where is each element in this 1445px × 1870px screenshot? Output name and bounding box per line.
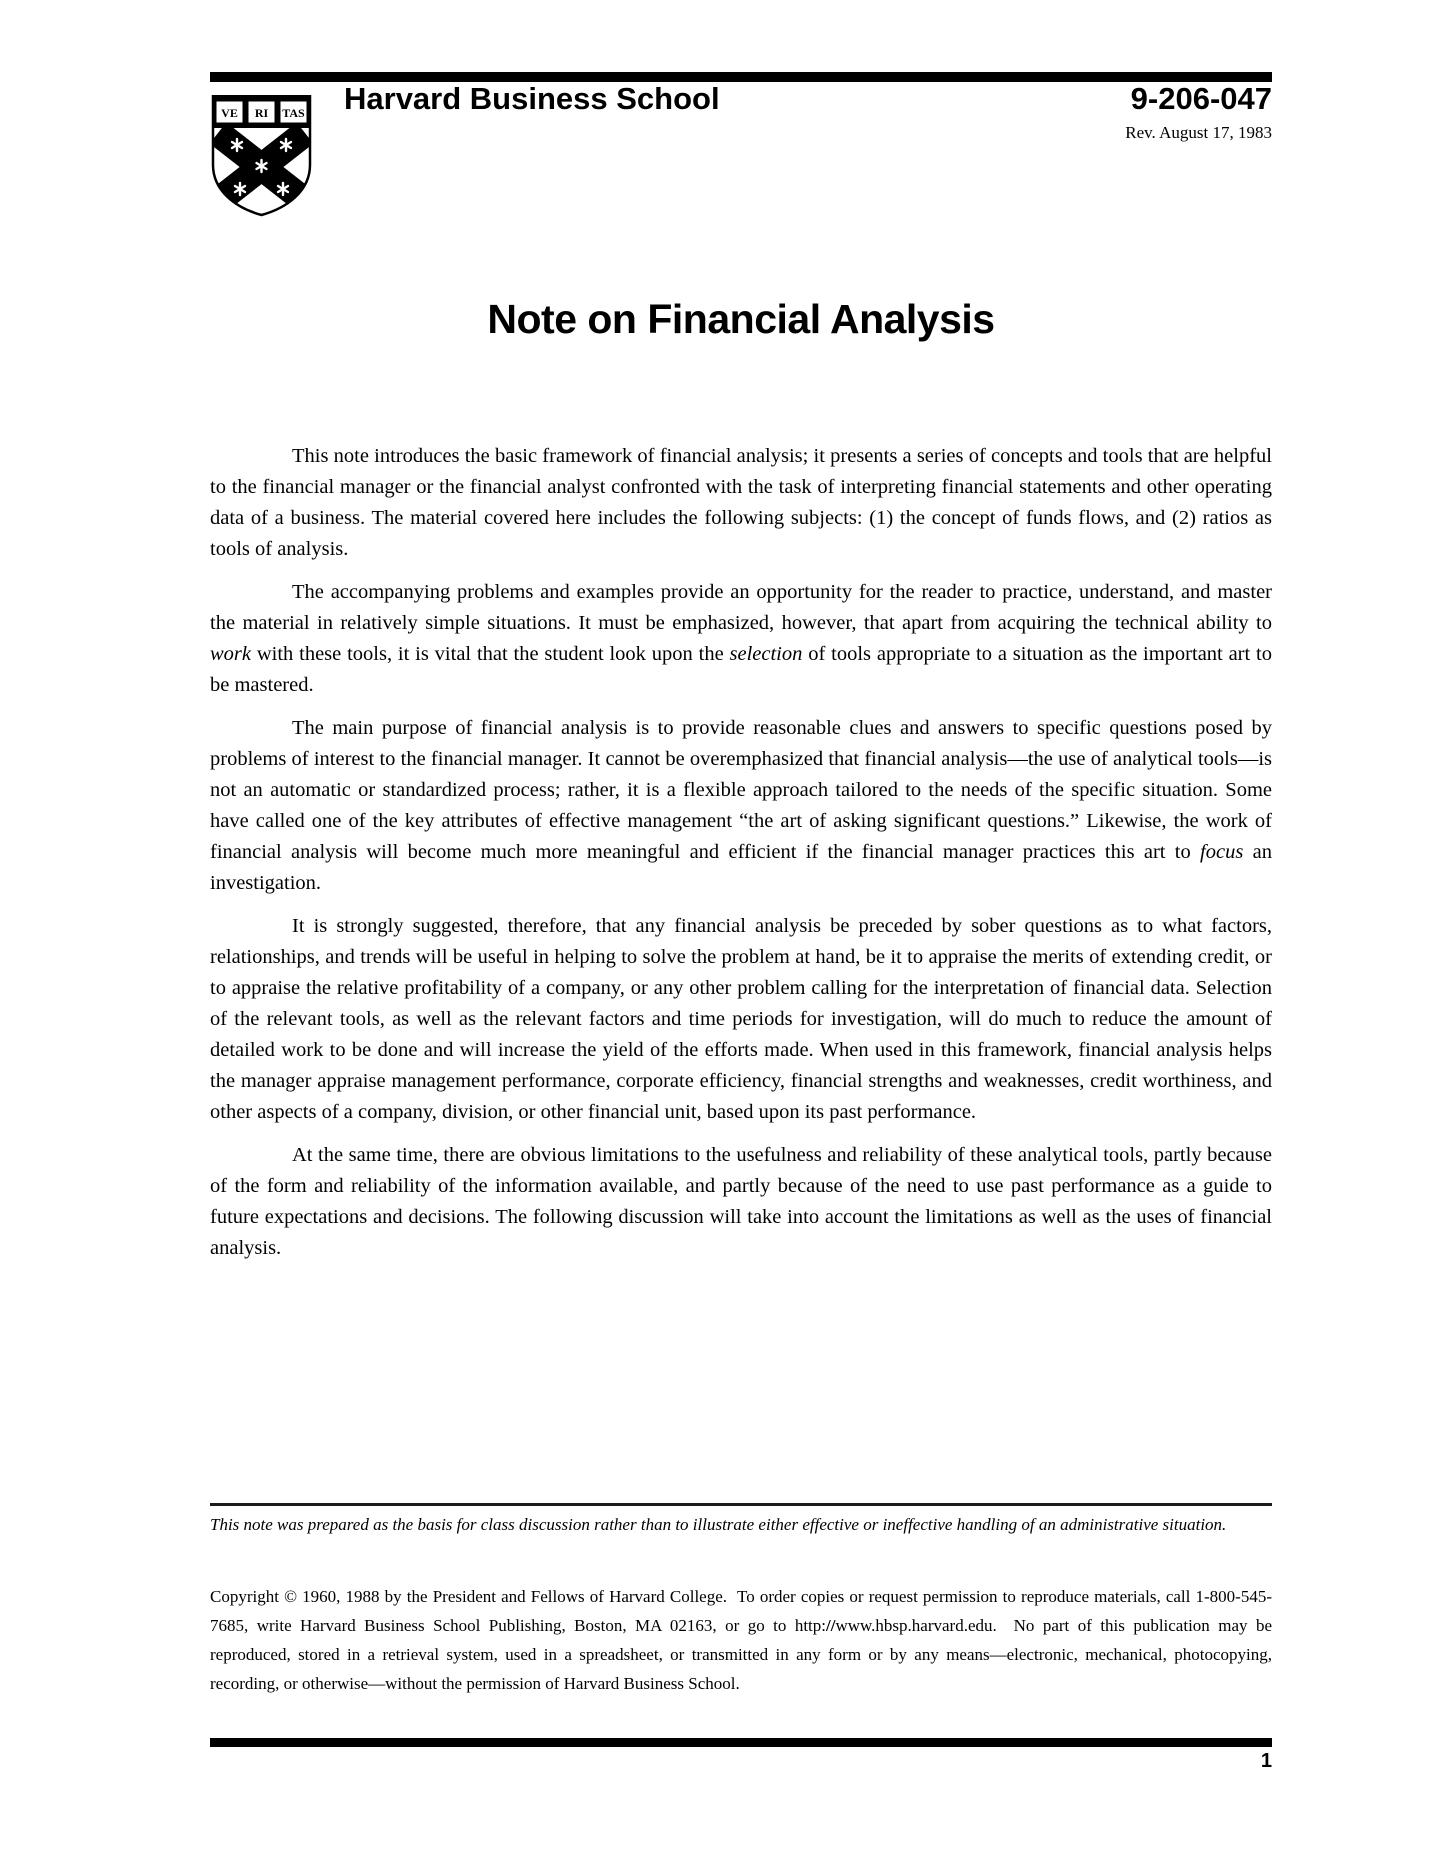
text-run: It is strongly suggested, therefore, that any financial analysis be preceded by sober questions as to what factors, relationships, and trends will be useful in helping to solve the problem at hand, be it to appraise the merits of extending credit, or to appraise the relative profitability of a company, or any other problem calling for the interpretation of financial data. Selection of the relevant tools, as well as the relevant factors and time periods for investigation, will do much to reduce the amount of detailed work to be done and will increase the yield of the efforts made. When used in this framework, financial analysis helps the manager appraise management performance, corporate efficiency, financial strengths and weaknesses, credit worthiness, and other aspects of a company, division, or other financial unit, based upon its past performance. <box>210 915 1272 1123</box>
book-ve: VE <box>221 106 238 120</box>
hbs-shield-logo <box>210 95 313 217</box>
revision-date: Rev. August 17, 1983 <box>1125 123 1272 142</box>
text-run: www.hbsp.harvard.edu. No part of this publication may be reproduced, stored in a retrieval system, used in a spreadsheet, or transmitted in any form or by any means—electronic, mechanical, photocopying, recording, or otherwise—without the permission of Harvard Business School. <box>210 1616 1272 1693</box>
document-number: 9-206-047 <box>1130 81 1272 116</box>
body-paragraph <box>210 713 1272 899</box>
footnote-rule <box>210 1503 1272 1506</box>
footer-rule <box>210 1738 1272 1747</box>
text-run: The accompanying problems and examples provide an opportunity for the reader to practice, understand, and master the material in relatively simple situations. It must be emphasized, however, that apart from acquiring the technical ability to <box>210 581 1272 634</box>
copyright-text <box>210 1582 1272 1698</box>
text-run: At the same time, there are obvious limitations to the usefulness and reliability of these analytical tools, partly because of the form and reliability of the information available, and partly because of the need to use past performance as a guide to future expectations and decisions. The following discussion will take into account the limitations as well as the uses of financial analysis. <box>210 1144 1272 1259</box>
body-paragraph <box>210 577 1272 701</box>
page-number: 1 <box>1260 1750 1272 1772</box>
text-run: // <box>826 1616 836 1635</box>
text-run: focus <box>1200 841 1244 863</box>
school-name: Harvard Business School <box>344 81 720 116</box>
book-tas: TAS <box>282 106 305 120</box>
body-text <box>210 441 1272 1276</box>
body-paragraph <box>210 1140 1272 1264</box>
text-run: with these tools, it is vital that the student look upon the <box>251 643 730 665</box>
body-paragraph <box>210 911 1272 1128</box>
text-run: of tools appropriate to a situation as the important art to be mastered. <box>210 643 1272 696</box>
document-meta <box>1125 82 1272 143</box>
footnote-text: This note was prepared as the basis for class discussion rather than to illustrate either effective or ineffective handling of an administrative situation. <box>210 1515 1227 1534</box>
body-paragraph <box>210 441 1272 565</box>
page-title: Note on Financial Analysis <box>487 296 995 342</box>
text-run: This note introduces the basic framework of financial analysis; it presents a series of concepts and tools that are helpful to the financial manager or the financial analyst confronted with the task of interpreting financial statements and other operating data of a business. The material covered here includes the following subjects: (1) the concept of funds flows, and (2) ratios as tools of analysis. <box>210 445 1272 560</box>
text-run: The main purpose of financial analysis is to provide reasonable clues and answers to specific questions posed by problems of interest to the financial manager. It cannot be overemphasized that financial analysis—the use of analytical tools—is not an automatic or standardized process; rather, it is a flexible approach tailored to the needs of the specific situation. Some have called one of the key attributes of effective management “the art of asking significant questions.” Likewise, the work of financial analysis will become much more meaningful and efficient if the financial manager practices this art to <box>210 717 1272 863</box>
text-run: work <box>210 643 251 665</box>
veritas-books <box>216 101 307 123</box>
text-run: Copyright © 1960, 1988 by the President and Fellows of Harvard College. To order copies or request permission to reproduce materials, call 1-800-545-7685, write Harvard Business School Publishing, Boston, MA 02163, or go to http: <box>210 1587 1272 1635</box>
text-run: an investigation. <box>210 841 1272 894</box>
book-ri: RI <box>254 106 269 120</box>
text-run: selection <box>729 643 803 665</box>
